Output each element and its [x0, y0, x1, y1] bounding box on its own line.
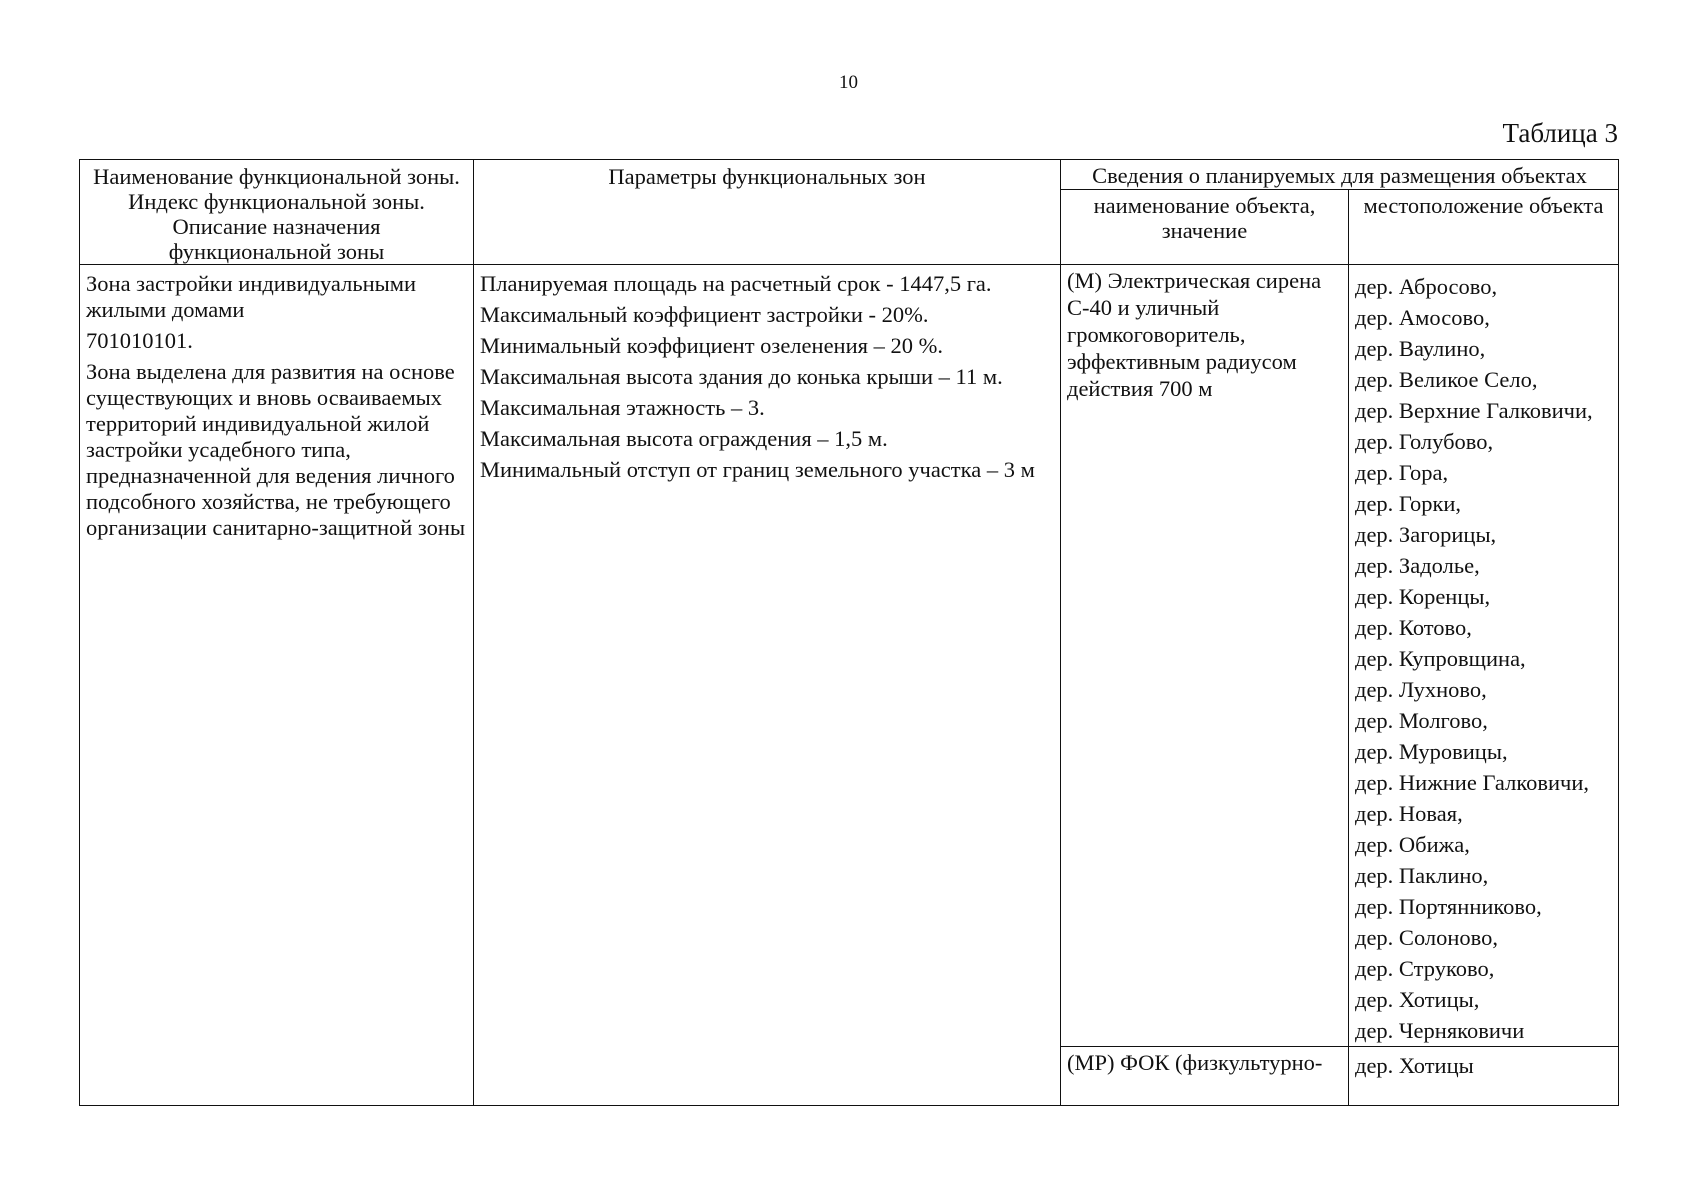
object-location-cell: дер. Хотицы	[1349, 1047, 1619, 1106]
param-item: Максимальная этажность – 3.	[480, 395, 765, 420]
location-item: дер. Амосово,	[1355, 305, 1490, 330]
location-item: дер. Портянниково,	[1355, 894, 1542, 919]
location-item: дер. Коренцы,	[1355, 584, 1491, 609]
location-item: дер. Паклино,	[1355, 863, 1489, 888]
location-item: дер. Нижние Галковичи,	[1355, 770, 1590, 795]
zone-description: Зона выделена для развития на основе существующих и вновь осваиваемых территорий индивидуальной жилой застройки усадебного типа, предназначенной для ведения личного подсобного хозяйства, не требующего организации санитарно-защитной зоны	[86, 359, 466, 540]
header-zone-name: Наименование функциональной зоны. Индекс функциональной зоны. Описание назначения функциональной зоны	[80, 160, 474, 265]
object-name-cell: (МР) ФОК (физкультурно-	[1061, 1047, 1349, 1106]
location-item: дер. Новая,	[1355, 801, 1463, 826]
location-item: дер. Котово,	[1355, 615, 1472, 640]
zone-title: Зона застройки индивидуальными жилыми домами	[86, 271, 417, 322]
param-item: Максимальный коэффициент застройки - 20%.	[480, 302, 929, 327]
location-item: дер. Голубово,	[1355, 429, 1494, 454]
location-item: дер. Хотицы,	[1355, 987, 1480, 1012]
object-location-cell	[1349, 265, 1619, 1047]
header-object-location: местоположение объекта	[1349, 190, 1619, 265]
location-item: дер. Верхние Галковичи,	[1355, 398, 1593, 423]
header-planned-objects: Сведения о планируемых для размещения объектах	[1061, 160, 1619, 190]
location-item: дер. Обижа,	[1355, 832, 1470, 857]
header-zone-params: Параметры функциональных зон	[474, 160, 1061, 265]
object-name-cell: (М) Электрическая сирена С-40 и уличный громкоговоритель, эффективным радиусом действия 700 м	[1061, 265, 1349, 1047]
location-item: дер. Черняковичи	[1355, 1018, 1525, 1043]
zones-table	[79, 159, 1619, 1106]
param-item: Минимальный коэффициент озеленения – 20 %.	[480, 333, 943, 358]
table-row	[80, 265, 1619, 1047]
location-item: дер. Лухново,	[1355, 677, 1487, 702]
param-item: Максимальная высота здания до конька крыши – 11 м.	[480, 364, 1003, 389]
location-item: дер. Абросово,	[1355, 274, 1498, 299]
header-object-name: наименование объекта, значение	[1061, 190, 1349, 265]
param-item: Минимальный отступ от границ земельного участка – 3 м	[480, 457, 1035, 482]
page-number: 10	[839, 72, 858, 93]
table-caption: Таблица 3	[1502, 118, 1618, 148]
location-item: дер. Гора,	[1355, 460, 1449, 485]
param-item: Планируемая площадь на расчетный срок - 1447,5 га.	[480, 271, 992, 296]
location-item: дер. Загорицы,	[1355, 522, 1497, 547]
zone-cell	[80, 265, 474, 1106]
location-item: дер. Горки,	[1355, 491, 1462, 516]
location-item: дер. Купровщина,	[1355, 646, 1526, 671]
location-item: дер. Муровицы,	[1355, 739, 1508, 764]
params-cell	[474, 265, 1061, 1106]
location-item: дер. Струково,	[1355, 956, 1495, 981]
location-item: дер. Задолье,	[1355, 553, 1480, 578]
location-item: дер. Великое Село,	[1355, 367, 1538, 392]
location-item: дер. Молгово,	[1355, 708, 1488, 733]
location-item: дер. Ваулино,	[1355, 336, 1486, 361]
param-item: Максимальная высота ограждения – 1,5 м.	[480, 426, 888, 451]
location-item: дер. Солоново,	[1355, 925, 1499, 950]
zone-index: 701010101.	[86, 328, 193, 353]
